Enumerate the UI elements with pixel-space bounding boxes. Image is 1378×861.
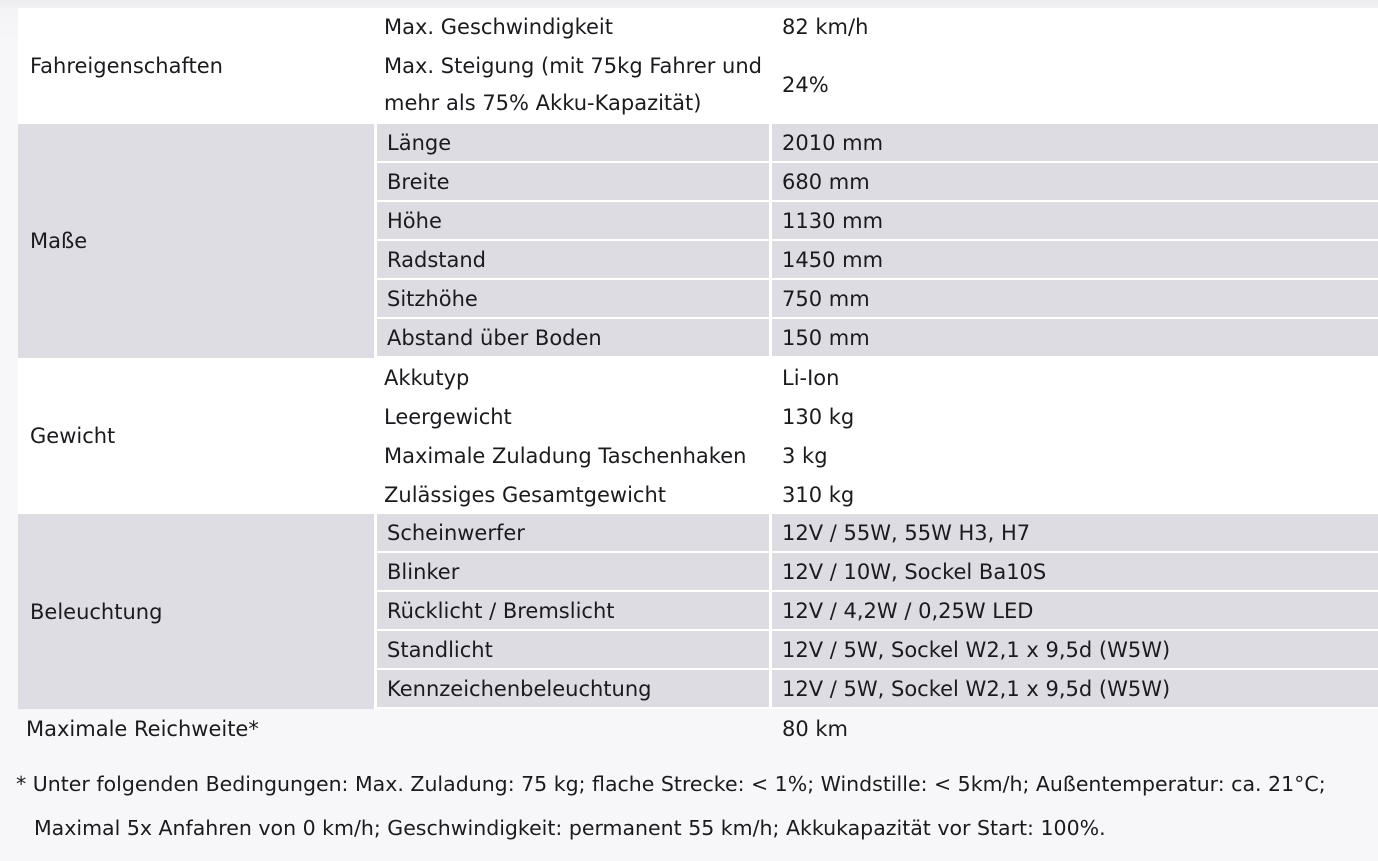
spec-value: 680 mm bbox=[772, 163, 1378, 202]
footnote-line-2: Maximal 5x Anfahren von 0 km/h; Geschwindigkeit: permanent 55 km/h; Akkukapazität vor Start: 100%. bbox=[34, 816, 1106, 840]
spec-value: 12V / 5W, Sockel W2,1 x 9,5d (W5W) bbox=[772, 631, 1378, 670]
spec-value: 1450 mm bbox=[772, 241, 1378, 280]
spec-value: 82 km/h bbox=[772, 8, 1378, 46]
footnote bbox=[16, 762, 1366, 850]
spec-value: 12V / 4,2W / 0,25W LED bbox=[772, 592, 1378, 631]
spec-value: 3 kg bbox=[772, 436, 1378, 475]
group-label-beleuchtung: Beleuchtung bbox=[18, 514, 374, 709]
spec-label: Sitzhöhe bbox=[374, 280, 772, 319]
spec-label: Blinker bbox=[374, 553, 772, 592]
spec-label: Standlicht bbox=[374, 631, 772, 670]
spec-value: 150 mm bbox=[772, 319, 1378, 358]
spec-value: 12V / 5W, Sockel W2,1 x 9,5d (W5W) bbox=[772, 670, 1378, 709]
reichweite-label: Maximale Reichweite* bbox=[26, 717, 259, 741]
spec-table bbox=[18, 8, 1378, 749]
reichweite-value: 80 km bbox=[782, 717, 849, 741]
group-label-fahreigenschaften: Fahreigenschaften bbox=[18, 8, 374, 124]
spec-label: Radstand bbox=[374, 241, 772, 280]
spec-value: 2010 mm bbox=[772, 124, 1378, 163]
spec-label: Kennzeichenbeleuchtung bbox=[374, 670, 772, 709]
spec-value: 24% bbox=[772, 46, 1378, 124]
spec-value: Li-Ion bbox=[772, 358, 1378, 397]
spec-label: Leergewicht bbox=[374, 397, 772, 436]
spec-label: Akkutyp bbox=[374, 358, 772, 397]
spec-value: 130 kg bbox=[772, 397, 1378, 436]
table-row bbox=[18, 124, 1378, 163]
group-label-gewicht: Gewicht bbox=[18, 358, 374, 514]
spec-value: 1130 mm bbox=[772, 202, 1378, 241]
table-row bbox=[18, 8, 1378, 46]
table-row bbox=[18, 709, 1378, 749]
spec-label: Abstand über Boden bbox=[374, 319, 772, 358]
spec-label: Rücklicht / Bremslicht bbox=[374, 592, 772, 631]
footnote-line-1: * Unter folgenden Bedingungen: Max. Zuladung: 75 kg; flache Strecke: < 1%; Windstille: < 5km/h; Außentemperatur: ca. 21°C; bbox=[16, 772, 1326, 796]
spec-label: Höhe bbox=[374, 202, 772, 241]
table-row bbox=[18, 358, 1378, 397]
spec-label: Zulässiges Gesamtgewicht bbox=[374, 475, 772, 514]
spec-value: 310 kg bbox=[772, 475, 1378, 514]
table-row bbox=[18, 514, 1378, 553]
spec-label: Breite bbox=[374, 163, 772, 202]
spec-label: Scheinwerfer bbox=[374, 514, 772, 553]
spec-label: Max. Geschwindigkeit bbox=[374, 8, 772, 46]
spec-value: 750 mm bbox=[772, 280, 1378, 319]
spec-label: Max. Steigung (mit 75kg Fahrer und mehr als 75% Akku-Kapazität) bbox=[374, 46, 772, 124]
spec-value: 12V / 55W, 55W H3, H7 bbox=[772, 514, 1378, 553]
spec-value: 12V / 10W, Sockel Ba10S bbox=[772, 553, 1378, 592]
group-label-masse: Maße bbox=[18, 124, 374, 358]
spec-label: Länge bbox=[374, 124, 772, 163]
spec-label: Maximale Zuladung Taschenhaken bbox=[374, 436, 772, 475]
